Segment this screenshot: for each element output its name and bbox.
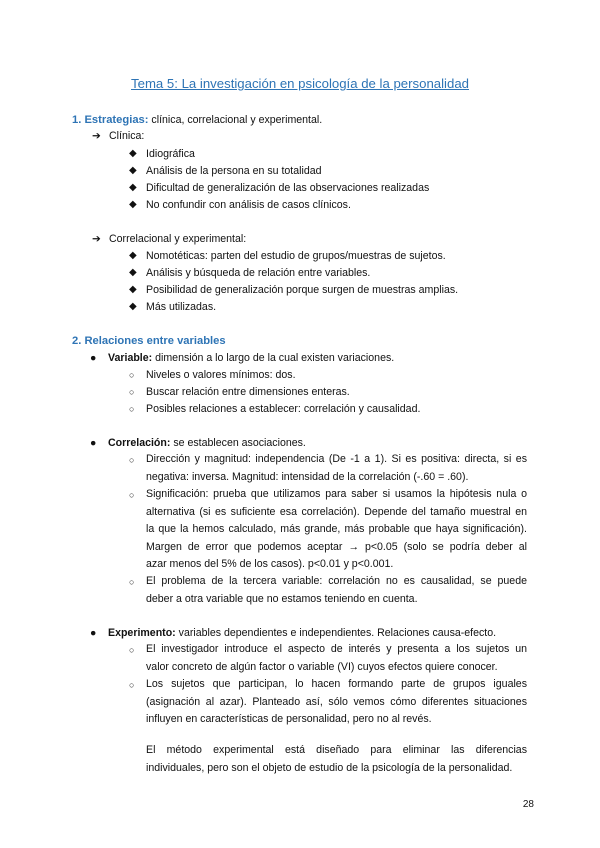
- circle-bullet-icon: ○: [129, 455, 135, 465]
- list-item: Análisis de la persona en su totalidad: [146, 165, 322, 177]
- text-line: alternativa (si es suficiente esa correlación). Depende del tamaño muestral en: [146, 505, 527, 518]
- text-line: la que la hemos calculado, más grande, más probable que haya significación).: [146, 523, 527, 535]
- list-item: Posibles relaciones a establecer: correlación y causalidad.: [146, 403, 421, 415]
- page-number: 28: [522, 799, 534, 810]
- circle-bullet-icon: ○: [129, 404, 135, 414]
- circle-bullet-icon: ○: [129, 490, 135, 500]
- text-line: Significación: prueba que utilizamos para saber si usamos la hipótesis nula o: [146, 488, 527, 500]
- paragraph: [146, 451, 527, 486]
- variable-rest: dimensión a lo largo de la cual existen variaciones.: [152, 352, 395, 364]
- arrow-right-icon: ➔: [92, 233, 101, 245]
- paragraph: [146, 641, 527, 676]
- diamond-bullet-icon: ◆: [129, 301, 137, 312]
- correlacion-rest: se establecen asociaciones.: [170, 437, 306, 449]
- circle-bullet-icon: ○: [129, 387, 135, 397]
- circle-bullet-icon: ○: [129, 577, 135, 587]
- page-title: Tema 5: La investigación en psicología de la personalidad: [131, 76, 469, 91]
- variable-term: Variable:: [108, 352, 153, 364]
- diamond-bullet-icon: ◆: [129, 250, 137, 261]
- section-2-heading: 2. Relaciones entre variables: [72, 335, 226, 347]
- experimento-term: Experimento:: [108, 627, 176, 639]
- bullet-dot-icon: ●: [90, 627, 97, 639]
- arrow-right-icon: ➔: [92, 130, 101, 142]
- list-item: Análisis y búsqueda de relación entre variables.: [146, 267, 371, 279]
- text-line: deber a otra variable que no estamos teniendo en cuenta.: [146, 592, 418, 605]
- section-1-heading: [72, 113, 322, 127]
- diamond-bullet-icon: ◆: [129, 267, 137, 278]
- list-item: Posibilidad de generalización porque surgen de muestras amplias.: [146, 284, 459, 296]
- paragraph: [146, 742, 527, 777]
- correlacion-term: Correlación:: [108, 437, 171, 449]
- diamond-bullet-icon: ◆: [129, 199, 137, 210]
- variable-line: [108, 351, 394, 365]
- list-item: Niveles o valores mínimos: dos.: [146, 369, 296, 381]
- text-line: valor concreto de algún factor o variable (VI) cuyos efectos quiere conocer.: [146, 660, 498, 673]
- list-item: Buscar relación entre dimensiones enteras.: [146, 386, 350, 398]
- correlacional-label: Correlacional y experimental:: [109, 233, 247, 245]
- diamond-bullet-icon: ◆: [129, 165, 137, 176]
- diamond-bullet-icon: ◆: [129, 284, 137, 295]
- text-line: influyen en características de personalidad, pero no al revés.: [146, 713, 432, 725]
- diamond-bullet-icon: ◆: [129, 182, 137, 193]
- section-1-heading-label: 1. Estrategias:: [72, 114, 149, 126]
- text-line: El investigador introduce el aspecto de interés y presenta a los sujetos un: [146, 643, 527, 655]
- list-item: Dificultad de generalización de las observaciones realizadas: [146, 182, 430, 194]
- circle-bullet-icon: ○: [129, 645, 135, 655]
- bullet-dot-icon: ●: [90, 437, 97, 449]
- list-item: Más utilizadas.: [146, 301, 217, 313]
- text-line: Margen de error que podemos aceptar → p<0.05 (solo se podría deber al: [146, 540, 527, 553]
- text-line: negativa: inversa. Magnitud: intensidad de la correlación (-.60 = .60).: [146, 470, 469, 483]
- circle-bullet-icon: ○: [129, 370, 135, 380]
- text-line: El problema de la tercera variable: correlación no es causalidad, se puede: [146, 575, 527, 587]
- text-line: Los sujetos que participan, lo hacen formando parte de grupos iguales: [146, 678, 527, 690]
- text-line: (asignación al azar). Planteado así, sólo vemos cómo diferentes situaciones: [146, 695, 527, 708]
- paragraph: [146, 676, 527, 729]
- paragraph: [146, 573, 527, 608]
- correlacion-line: [108, 436, 306, 450]
- bullet-dot-icon: ●: [90, 352, 97, 364]
- text-line: Dirección y magnitud: independencia (De -1 a 1). Si es positiva: directa, si es: [146, 453, 527, 465]
- text-line: El método experimental está diseñado para eliminar las diferencias: [146, 744, 527, 756]
- section-1-heading-rest: clínica, correlacional y experimental.: [148, 114, 323, 126]
- clinica-label: Clínica:: [109, 130, 145, 142]
- text-line: azar menos del 5% de los casos). p<0.01 y p<0.001.: [146, 558, 394, 570]
- list-item: Idiográfica: [146, 148, 195, 160]
- list-item: Nomotéticas: parten del estudio de grupos/muestras de sujetos.: [146, 250, 446, 262]
- circle-bullet-icon: ○: [129, 680, 135, 690]
- list-item: No confundir con análisis de casos clínicos.: [146, 199, 351, 211]
- experimento-rest: variables dependientes e independientes. Relaciones causa-efecto.: [175, 627, 497, 639]
- text-line: individuales, pero son el objeto de estudio de la psicología de la personalidad.: [146, 761, 513, 774]
- experimento-line: [108, 626, 496, 640]
- diamond-bullet-icon: ◆: [129, 148, 137, 159]
- paragraph: [146, 486, 527, 574]
